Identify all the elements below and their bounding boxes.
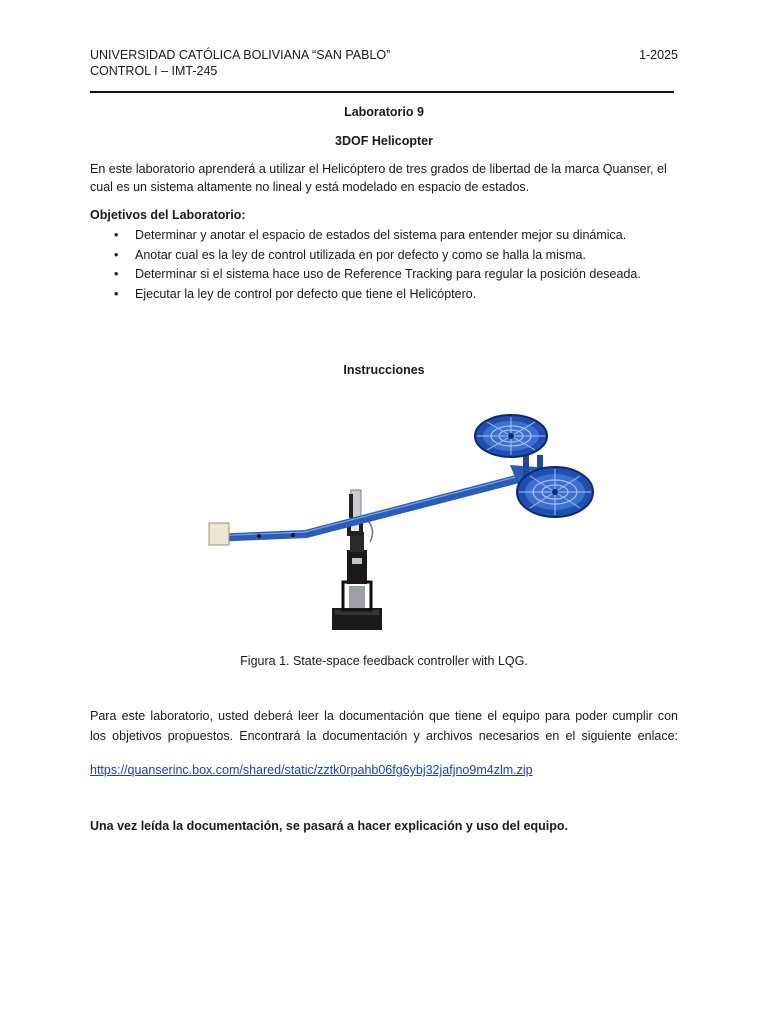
instructions-heading: Instrucciones [343,363,425,377]
term-label: 1-2025 [639,48,678,62]
body-paragraph-line1: Para este laboratorio, usted deberá leer la documentación que tiene el equipo para poder cumplir con [90,709,678,723]
course-code: CONTROL I – IMT-245 [90,64,218,78]
intro-paragraph: En este laboratorio aprenderá a utilizar el Helicóptero de tres grados de libertad de la marca Quanser, el cual es un sistema altamente no lineal y está modelado en espacio de estados. [90,162,667,194]
objective-text: Anotar cual es la ley de control utilizada en por defecto y como se halla la misma. [135,247,586,262]
closing-sentence: Una vez leída la documentación, se pasará a hacer explicación y uso del equipo. [90,819,568,833]
bullet-icon: • [114,286,119,301]
bullet-icon: • [114,267,119,281]
bullet-icon: • [114,228,119,242]
list-item [90,226,680,246]
header-divider [90,91,674,93]
rotor-bottom [517,467,593,517]
objective-text: Determinar si el sistema hace uso de Reference Tracking para regular la posición deseada. [135,267,641,281]
university-name: UNIVERSIDAD CATÓLICA BOLIVIANA “SAN PABLO” [90,48,391,62]
list-item [90,246,680,266]
objective-text: Determinar y anotar el espacio de estados del sistema para entender mejor su dinámica. [135,228,627,242]
list-item [90,285,680,305]
objectives-list [90,226,680,304]
documentation-link[interactable]: https://quanserinc.box.com/shared/static/zztk0rpahb06fg6ybj32jafjno9m4zlm.zip [90,763,533,777]
bullet-icon: • [114,247,119,262]
lab-subject: 3DOF Helicopter [335,134,433,148]
rotor-top [475,415,547,457]
lab-title: Laboratorio 9 [344,105,424,119]
body-paragraph-line2: los objetivos propuestos. Encontrará la documentación y archivos necesarios en el siguiente enlace: [90,729,678,743]
list-item [90,265,680,285]
tower [347,550,367,584]
counterweight [209,523,229,545]
objective-text: Ejecutar la ley de control por defecto que tiene el Helicóptero. [135,286,477,301]
main-arm [211,470,539,542]
figure-caption: Figura 1. State-space feedback controller with LQG. [240,654,528,668]
objectives-heading: Objetivos del Laboratorio: [90,208,246,222]
header-left [90,47,390,79]
helicopter-figure [205,410,600,635]
